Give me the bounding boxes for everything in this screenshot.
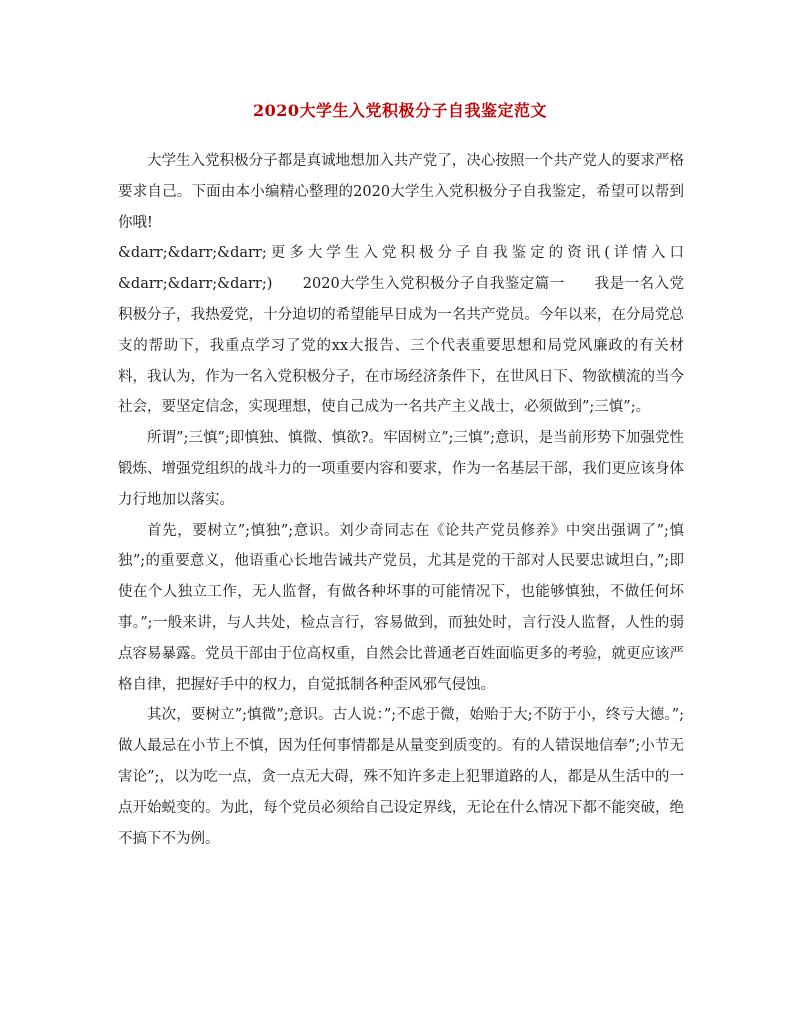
- paragraph-intro: 大学生入党积极分子都是真诚地想加入共产党了，决心按照一个共产党人的要求严格要求自己。下面由本小编精心整理的2020大学生入党积极分子自我鉴定，希望可以帮到你哦!: [118, 153, 684, 231]
- paragraph-part-one: &darr;&darr;&darr;更多大学生入党积极分子自我鉴定的资讯(详情入口&darr;&darr;&darr;) 2020大学生入党积极分子自我鉴定篇一 我是一名入党积极分子，我热爱党，十分迫切的希望能早日成为一名共产党员。今年以来，在分局党总支的帮助下，我重点学习了党的xx大报告、三个代表重要思想和局党风廉政的有关材料，我认为，作为一名入党积极分子，在市场经济条件下，在世风日下、物欲横流的当今社会，要坚定信念，实现理想，使自己成为一名共产主义战士，必须做到”;三慎”;。: [118, 245, 684, 416]
- paragraph-shendu: 首先，要树立”;慎独”;意识。刘少奇同志在《论共产党员修养》中突出强调了”;慎独”;的重要意义，他语重心长地告诫共产党员，尤其是党的干部对人民要忠诚坦白，”;即使在个人独立工作，无人监督，有做各种坏事的可能情况下，也能够慎独，不做任何坏事。”;一般来讲，与人共处，检点言行，容易做到，而独处时，言行没人监督，人性的弱点容易暴露。党员干部由于位高权重，自然会比普通老百姓面临更多的考验，就更应该严格自律，把握好手中的权力，自觉抵制各种歪风邪气侵蚀。: [118, 522, 684, 693]
- paragraph-three-cautions: 所谓”;三慎”;即慎独、慎微、慎欲?。牢固树立”;三慎”;意识，是当前形势下加强党性锻炼、增强党组织的战斗力的一项重要内容和要求，作为一名基层干部，我们更应该身体力行地加以落实。: [118, 430, 684, 508]
- document-title: 2020大学生入党积极分子自我鉴定范文: [252, 101, 548, 120]
- paragraph-shenwei: 其次，要树立”;慎微”;意识。古人说：”;不虑于微，始贻于大;不防于小，终亏大德。”;做人最忌在小节上不慎，因为任何事情都是从量变到质变的。有的人错误地信奉”;小节无害论”;，以为吃一点，贪一点无大碍，殊不知许多走上犯罪道路的人，都是从生活中的一点开始蜕变的。为此，每个党员必须给自己设定界线，无论在什么情况下都不能突破，绝不搞下不为例。: [118, 707, 684, 847]
- document-body: [118, 146, 684, 854]
